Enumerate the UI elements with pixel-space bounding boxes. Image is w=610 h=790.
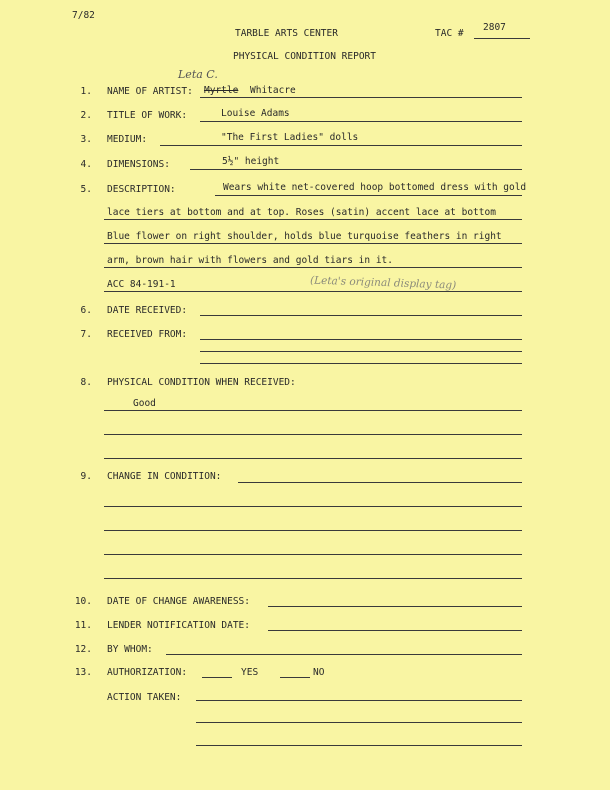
description-line-2: lace tiers at bottom and at top. Roses (satin) accent lace at bottom xyxy=(107,207,496,218)
field-by-whom-label: BY WHOM: xyxy=(107,644,153,655)
change-line-4 xyxy=(104,554,522,555)
field-1-number: 1. xyxy=(80,86,92,97)
field-authorization-label: AUTHORIZATION: xyxy=(107,667,188,678)
field-12-number: 12. xyxy=(74,644,92,655)
received-from-line-1 xyxy=(200,339,522,340)
field-dimensions-label: DIMENSIONS: xyxy=(107,159,170,170)
description-line-3: Blue flower on right shoulder, holds blue turquoise feathers in right xyxy=(107,231,502,242)
description-rule-4 xyxy=(104,267,522,268)
field-change-awareness-label: DATE OF CHANGE AWARENESS: xyxy=(107,596,250,607)
field-4-number: 4. xyxy=(80,159,92,170)
tac-label: TAC # xyxy=(435,28,464,39)
artist-name-value: Whitacre xyxy=(250,85,296,96)
change-line-3 xyxy=(104,530,522,531)
artist-line xyxy=(200,97,522,98)
field-2-number: 2. xyxy=(80,110,92,121)
tac-number: 2807 xyxy=(483,22,506,33)
description-rule-1 xyxy=(215,195,522,196)
received-from-line-2 xyxy=(200,351,522,352)
description-line-1: Wears white net-covered hoop bottomed dress with gold xyxy=(223,182,527,193)
received-from-line-3 xyxy=(200,363,522,364)
by-whom-line xyxy=(166,654,522,655)
description-rule-3 xyxy=(104,243,522,244)
change-line-5 xyxy=(104,578,522,579)
yes-checkbox-line xyxy=(202,677,232,678)
field-received-from-label: RECEIVED FROM: xyxy=(107,329,188,340)
title-line xyxy=(200,121,522,122)
tac-underline xyxy=(474,38,530,39)
field-6-number: 6. xyxy=(80,305,92,316)
field-action-taken-label: ACTION TAKEN: xyxy=(107,692,182,703)
action-taken-line-3 xyxy=(196,745,522,746)
action-taken-line-1 xyxy=(196,700,522,701)
field-10-number: 10. xyxy=(74,596,92,607)
description-rule-5 xyxy=(104,291,522,292)
artist-handwritten-correction: Leta C. xyxy=(178,68,218,81)
field-lender-notification-label: LENDER NOTIFICATION DATE: xyxy=(107,620,250,631)
field-description-label: DESCRIPTION: xyxy=(107,184,176,195)
accession-number: ACC 84-191-1 xyxy=(107,279,176,290)
no-checkbox-line xyxy=(280,677,310,678)
report-title: PHYSICAL CONDITION REPORT xyxy=(233,51,376,62)
field-11-number: 11. xyxy=(74,620,92,631)
report-date: 7/82 xyxy=(72,10,95,21)
title-value: Louise Adams xyxy=(221,108,290,119)
authorization-no: NO xyxy=(313,667,325,678)
field-condition-label: PHYSICAL CONDITION WHEN RECEIVED: xyxy=(107,377,296,388)
artist-struck-name: Myrtle xyxy=(204,85,239,96)
condition-line-1 xyxy=(104,410,522,411)
field-change-label: CHANGE IN CONDITION: xyxy=(107,471,222,482)
change-line-1 xyxy=(238,482,522,483)
authorization-yes: YES xyxy=(241,667,259,678)
condition-line-2 xyxy=(104,434,522,435)
description-rule-2 xyxy=(104,219,522,220)
field-5-number: 5. xyxy=(80,184,92,195)
org-name: TARBLE ARTS CENTER xyxy=(235,28,338,39)
medium-value: "The First Ladies" dolls xyxy=(221,132,359,143)
field-7-number: 7. xyxy=(80,329,92,340)
field-9-number: 9. xyxy=(80,471,92,482)
field-medium-label: MEDIUM: xyxy=(107,134,148,145)
handwritten-display-tag-note: (Leta's original display tag) xyxy=(309,274,457,292)
action-taken-line-2 xyxy=(196,722,522,723)
field-3-number: 3. xyxy=(80,134,92,145)
field-date-received-label: DATE RECEIVED: xyxy=(107,305,188,316)
medium-line xyxy=(160,145,522,146)
lender-notification-line xyxy=(268,630,522,631)
field-title-label: TITLE OF WORK: xyxy=(107,110,188,121)
dimensions-line xyxy=(190,169,522,170)
date-received-line xyxy=(200,315,522,316)
field-13-number: 13. xyxy=(74,667,92,678)
change-awareness-line xyxy=(268,606,522,607)
dimensions-value: 5½" height xyxy=(222,156,280,167)
change-line-2 xyxy=(104,506,522,507)
description-line-4: arm, brown hair with flowers and gold tiars in it. xyxy=(107,255,393,266)
condition-value: Good xyxy=(133,398,156,409)
field-8-number: 8. xyxy=(80,377,92,388)
field-artist-label: NAME OF ARTIST: xyxy=(107,86,193,97)
condition-line-3 xyxy=(104,458,522,459)
